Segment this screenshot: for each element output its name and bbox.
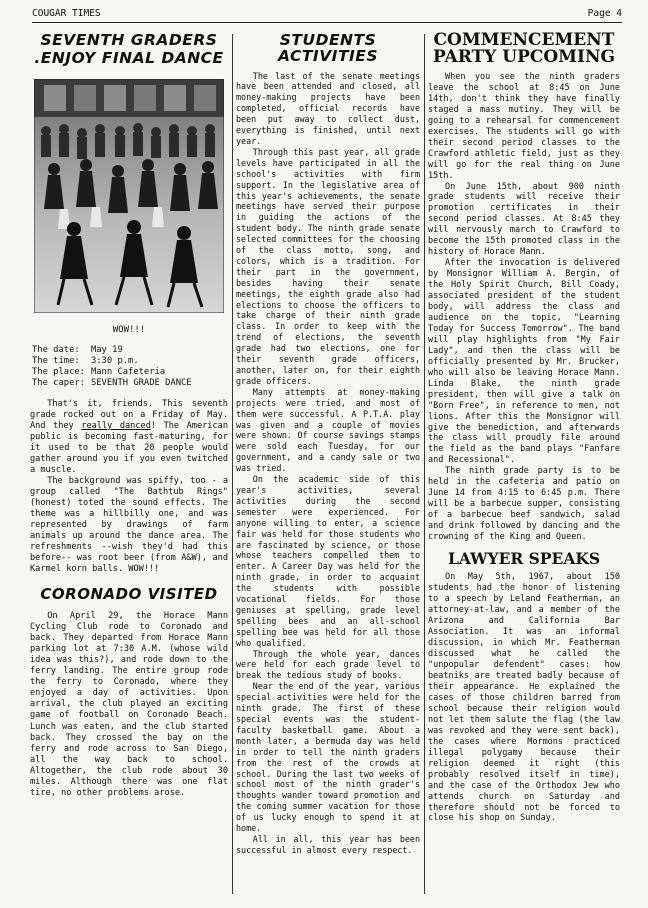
commencement-paragraph: When you see the ninth graders leave the school at 8:45 on June 14th, don't think they have finally staged a mass mutiny. They will be going to a rehearsal for commencement exercises. The students will go with their second period classes to the Crawford athletic field, just as they will go for the real thing on June 15th. xyxy=(428,72,620,181)
lawyer-headline: LAWYER SPEAKS xyxy=(447,548,601,568)
activities-paragraph: The last of the senate meetings have been attended and closed, all money-making projects have been completed, official records have been put away to collect dust, everything is finished, until next year. xyxy=(236,70,420,146)
dance-text: ! The American public is becoming fast-maturing, for it used to be that 20 people would gather around you if you even twitched a muscle. xyxy=(30,420,228,475)
photo-caption: WOW!!! xyxy=(112,324,146,335)
event-row-time xyxy=(32,356,198,367)
column-left xyxy=(30,32,228,894)
dance-headline-line1: SEVENTH GRADERS xyxy=(40,32,218,49)
activities-paragraph: Through this past year, all grade levels have participated in all the school's activities with firm support. In the legislative area of this year's achievements, the senate meetings have served their purpose in guiding the actions of the student body. The ninth grade senate selected committees for the choosing of the class motto, song, and colors, which is a tradition. For their part in the government, besides having their senate meetings, the eighth grade also had elections to choose the officers to take charge of their ninth grade class. In order to keep with the trend of elections, the seventh grade had two elections, one for their seventh grade officers, another, later on, for their eighth grade officers. xyxy=(236,146,420,386)
event-row-caper xyxy=(32,378,198,389)
underlined-text: really danced xyxy=(81,420,151,431)
event-value: Mann Cafeteria xyxy=(90,366,166,377)
event-label: The time: xyxy=(32,355,80,366)
dance-paragraph xyxy=(30,399,228,476)
column-divider xyxy=(424,34,425,894)
coronado-headline: CORONADO VISITED xyxy=(40,585,218,604)
event-details xyxy=(32,345,198,389)
activities-paragraph: Near the end of the year, various special activities were held for the ninth grade. The first of these special events was the student-faculty basketball game. About a month later, a bermuda day was held in order to tell the ninth graders from the rest of the crowds at school. During the last two weeks of school most of the ninth grader's thoughts wander toward promotion and the coming summer vacation for those of us lucky enough to spend it at home. xyxy=(236,681,420,834)
event-label: The place: xyxy=(32,366,85,377)
commencement-paragraph: On June 15th, about 900 ninth grade students will receive their promotion certificates in their second period classes. At 8:45 they will nervously march to Crawford to become the 15th promoted class in the history of Horace Mann. xyxy=(428,181,620,258)
dance-text: That's it, friends. This seventh grade rocked out on a Friday of May. And they xyxy=(30,398,228,431)
column-middle xyxy=(236,32,420,894)
event-value: May 19 xyxy=(90,344,123,355)
event-value: 3:30 p.m. xyxy=(90,355,139,366)
column-divider xyxy=(232,34,233,894)
activities-paragraph: Many attempts at money-making projects were tried, and most of them were successful. A P.T.A. play was given and a couple of movies were shown. Of course savings stamps were sold each Tuesday, for our government, and a candy sale or two was tried. xyxy=(236,386,420,474)
event-value: SEVENTH GRADE DANCE xyxy=(90,377,192,388)
event-label: The caper: xyxy=(32,377,85,388)
coronado-paragraph: On April 29, the Horace Mann Cycling Club rode to Coronado and back. They departed from Horace Mann parking lot at 7:30 A.M. (whose wild idea was this?), and rode down to the ferry landing. The entire group rode the ferry to Coronado, where they enjoyed a day of activities. Upon arrival, the club played an exciting game of football on Coronado Beach. Lunch was eaten, and the club started back. They crossed the bay on the ferry and rode across to San Diego, all the way back to school. Altogether, the club rode about 30 miles. Although there was one flat tire, no other problems arose. xyxy=(30,611,228,798)
commencement-paragraph: After the invocation is delivered by Monsignor William A. Bergin, of the Holy Spirit Church, Bill Coady, associated president of the student body, will address the class and audience on the topic, "Learning Today for Success Tomorrow". The band will play highlights from "My Fair Lady", and then the class will be officially presented by Mr. Brucker, who will also be leaving Horace Mann. Linda Blake, the ninth grade president, then will give a talk on "Born Free", in reference to men, not lions. After this the Monsignor will give the benediction, and afterwards the class will proudly file around the field as the band plays "Fanfare and Recessional". xyxy=(428,258,620,466)
commencement-headline-line2: PARTY UPCOMING xyxy=(432,47,616,67)
event-label: The date: xyxy=(32,344,80,355)
event-row-place xyxy=(32,367,198,378)
dance-headline-line2: .ENJOY FINAL DANCE xyxy=(34,49,224,68)
dance-paragraph: The background was spiffy, too - a group called "The Bathtub Rings" (honest) toted the sound effects. The theme was a hillbilly one, and was represented by drawings of farm animals up around the dance area. The refreshments --wish they'd had this before-- was root beer (from A&W), and Karmel korn balls. WOW!!! xyxy=(30,475,228,575)
dance-photo xyxy=(34,79,224,313)
page-number: Page 4 xyxy=(587,8,622,19)
column-right xyxy=(428,32,620,894)
dance-photo-image xyxy=(34,79,224,313)
activities-paragraph: Through the whole year, dances were held for each grade level to break the tedious study of books. xyxy=(236,648,420,681)
activities-headline: STUDENTS ACTIVITIES xyxy=(277,32,379,66)
publication-name: COUGAR TIMES xyxy=(32,8,101,19)
commencement-headline-line1: COMMENCEMENT xyxy=(433,32,615,50)
event-row-date xyxy=(32,345,198,356)
activities-paragraph: All in all, this year has been successful in almost every respect. xyxy=(236,833,420,855)
activities-paragraph: On the academic side of this year's activities, several activities during the second semester were experienced. For anyone willing to enter, a science fair was held for those students who are fascinated by science, or those whose teachers compelled them to enter. A Career Day was held for the ninth grade, in order to acquaint the students with possible vocational fields. For those geniuses at spelling, grade level spelling bees and an all-school spelling bee was held for all those who qualified. xyxy=(236,474,420,648)
masthead xyxy=(32,8,622,23)
commencement-paragraph: The ninth grade party is to be held in the cafeteria and patio on June 14 from 4:15 to 6:45 p.m. There will be a barbecue supper, consisting of a barbecue beef sandwich, salad and drink followed by dancing and the crowning of the King and Queen. xyxy=(428,466,620,543)
lawyer-paragraph: On May 5th, 1967, about 150 students had the honor of listening to a speech by Leland Featherman, an attorney-at-law, and a member of the Arizona and California Bar Association. It was an informal discussion, in which Mr. Featherman discussed what he called the "unpopular defendent" cases: how beatniks are treated badly because of their appearance. He explained the cases of those children barred from school because their religion would not let them salute the flag (the law was revoked and they were sent back), the cases where Mormons practiced illegal polygamy because their religion deemed it right (this probably resolved itself in time), and the case of the Orthodox Jew who attends church on Saturday and therefore should not be forced to close his shop on Sunday. xyxy=(428,572,620,824)
